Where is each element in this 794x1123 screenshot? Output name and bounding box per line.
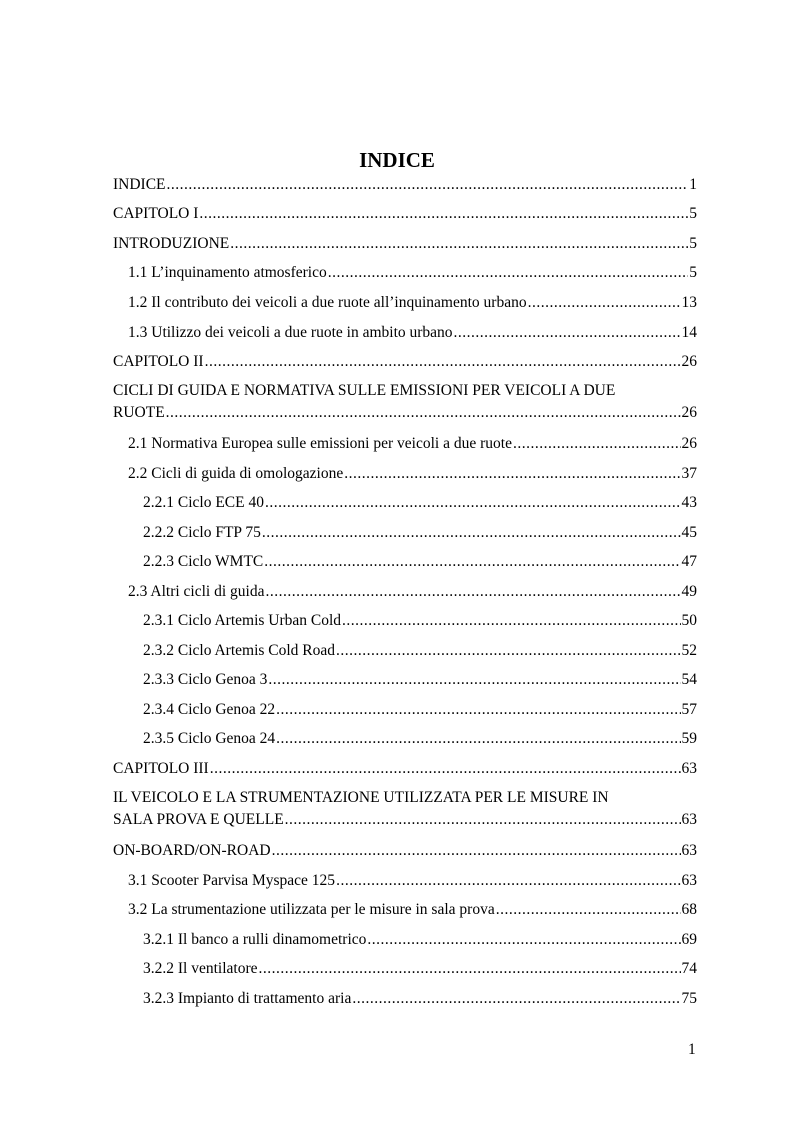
toc-entry-2-1[interactable]	[113, 433, 697, 455]
leader-dots	[265, 581, 680, 603]
toc-entry-page: 5	[689, 235, 697, 252]
leader-dots	[336, 870, 680, 892]
toc-entry-il-veicolo[interactable]	[113, 787, 697, 831]
leader-dots	[230, 233, 688, 255]
toc-entry-2-3-5[interactable]	[113, 728, 697, 750]
toc-entry-3-2[interactable]	[113, 899, 697, 921]
toc-entry-page: 68	[681, 901, 697, 918]
page-number: 1	[688, 1041, 696, 1058]
toc-entry-indice[interactable]	[113, 174, 697, 196]
toc-entry-label: CAPITOLO II	[113, 353, 204, 370]
leader-dots	[528, 292, 681, 314]
leader-dots	[262, 522, 681, 544]
toc-entry-page: 63	[681, 842, 697, 859]
leader-dots	[272, 840, 681, 862]
toc-entry-2-3-1[interactable]	[113, 610, 697, 632]
toc-entry-label: 2.2.2 Ciclo FTP 75	[143, 524, 261, 541]
toc-entry-1-3[interactable]	[113, 322, 697, 344]
toc-entry-2-3[interactable]	[113, 581, 697, 603]
leader-dots	[454, 322, 681, 344]
toc-entry-3-2-2[interactable]	[113, 958, 697, 980]
leader-dots	[336, 640, 680, 662]
toc-entry-page: 50	[681, 612, 697, 629]
toc-entry-page: 54	[681, 671, 697, 688]
toc-entry-label: 3.2 La strumentazione utilizzata per le misure in sala prova	[128, 901, 495, 918]
leader-dots	[342, 610, 680, 632]
toc-entry-label: INTRODUZIONE	[113, 235, 230, 252]
toc-entry-page: 26	[681, 404, 697, 421]
toc-entry-label-line1: CICLI DI GUIDA E NORMATIVA SULLE EMISSIONI PER VEICOLI A DUE	[113, 382, 616, 399]
toc-entry-capitolo-1[interactable]	[113, 203, 697, 225]
leader-dots	[328, 262, 689, 284]
leader-dots	[513, 433, 681, 455]
toc-entry-label: 3.2.1 Il banco a rulli dinamometrico	[143, 931, 367, 948]
toc-entry-page: 59	[681, 730, 697, 747]
toc-entry-label: CAPITOLO I	[113, 205, 199, 222]
toc-entry-2-2-1[interactable]	[113, 492, 697, 514]
toc-entry-cicli-di-guida[interactable]	[113, 380, 697, 424]
toc-entry-2-2-3[interactable]	[113, 551, 697, 573]
toc-entry-label: 2.3.2 Ciclo Artemis Cold Road	[143, 642, 336, 659]
toc-entry-page: 49	[681, 583, 697, 600]
toc-entry-page: 37	[681, 465, 697, 482]
toc-entry-page: 63	[681, 872, 697, 889]
toc-entry-2-3-3[interactable]	[113, 669, 697, 691]
toc-entry-page: 1	[689, 176, 697, 193]
leader-dots	[264, 551, 680, 573]
toc-entry-label: ON-BOARD/ON-ROAD	[113, 842, 271, 859]
leader-dots	[344, 463, 680, 485]
toc-entry-label: 2.3.4 Ciclo Genoa 22	[143, 701, 276, 718]
leader-dots	[276, 728, 680, 750]
toc-entry-page: 14	[681, 324, 697, 341]
toc-entry-2-3-4[interactable]	[113, 699, 697, 721]
toc-entry-label: 2.2 Cicli di guida di omologazione	[128, 465, 344, 482]
toc-entry-label: 2.1 Normativa Europea sulle emissioni per veicoli a due ruote	[128, 435, 512, 452]
toc-entry-page: 26	[681, 435, 697, 452]
toc-entry-2-2-2[interactable]	[113, 522, 697, 544]
toc-entry-label: 1.3 Utilizzo dei veicoli a due ruote in ambito urbano	[128, 324, 453, 341]
toc-entry-3-1[interactable]	[113, 870, 697, 892]
leader-dots	[276, 699, 680, 721]
toc-entry-2-2[interactable]	[113, 463, 697, 485]
toc-entry-label: 3.2.3 Impianto di trattamento aria	[143, 990, 352, 1007]
toc-entry-label: 2.3.3 Ciclo Genoa 3	[143, 671, 268, 688]
leader-dots	[166, 402, 681, 424]
leader-dots	[199, 203, 688, 225]
toc-entry-label: 3.2.2 Il ventilatore	[143, 960, 258, 977]
toc-entry-page: 47	[681, 553, 697, 570]
toc-entry-1-1[interactable]	[113, 262, 697, 284]
toc-entry-label-line1: IL VEICOLO E LA STRUMENTAZIONE UTILIZZATA PER LE MISURE IN	[113, 789, 609, 806]
toc-entry-page: 13	[681, 294, 697, 311]
toc-entry-label: 1.1 L’inquinamento atmosferico	[128, 264, 327, 281]
leader-dots	[167, 174, 689, 196]
leader-dots	[210, 758, 681, 780]
leader-dots	[367, 929, 680, 951]
toc-entry-page: 26	[681, 353, 697, 370]
leader-dots	[285, 809, 681, 831]
leader-dots	[352, 988, 680, 1010]
toc-entry-3-2-1[interactable]	[113, 929, 697, 951]
leader-dots	[265, 492, 681, 514]
toc-entry-1-2[interactable]	[113, 292, 697, 314]
toc-entry-label: INDICE	[113, 176, 166, 193]
toc-entry-page: 57	[681, 701, 697, 718]
toc-entry-label: CAPITOLO III	[113, 760, 209, 777]
toc-entry-label: SALA PROVA E QUELLE	[113, 811, 284, 828]
toc-entry-page: 63	[681, 811, 697, 828]
toc-entry-capitolo-2[interactable]	[113, 351, 697, 373]
toc-entry-page: 69	[681, 931, 697, 948]
toc-entry-page: 74	[681, 960, 697, 977]
toc-entry-label: RUOTE	[113, 404, 165, 421]
toc-entry-page: 52	[681, 642, 697, 659]
toc-entry-page: 5	[689, 264, 697, 281]
leader-dots	[205, 351, 681, 373]
toc-entry-3-2-3[interactable]	[113, 988, 697, 1010]
toc-entry-page: 63	[681, 760, 697, 777]
toc-entry-label: 2.3 Altri cicli di guida	[128, 583, 265, 600]
toc-entry-on-board[interactable]	[113, 840, 697, 862]
toc-entry-label: 1.2 Il contributo dei veicoli a due ruote all’inquinamento urbano	[128, 294, 527, 311]
toc-entry-label: 3.1 Scooter Parvisa Myspace 125	[128, 872, 336, 889]
toc-entry-2-3-2[interactable]	[113, 640, 697, 662]
toc-entry-page: 45	[681, 524, 697, 541]
leader-dots	[496, 899, 681, 921]
toc-entry-capitolo-3[interactable]	[113, 758, 697, 780]
toc-entry-label: 2.2.1 Ciclo ECE 40	[143, 494, 264, 511]
toc-entry-page: 43	[681, 494, 697, 511]
toc-entry-label: 2.2.3 Ciclo WMTC	[143, 553, 264, 570]
leader-dots	[259, 958, 681, 980]
leader-dots	[268, 669, 680, 691]
toc-entry-label: 2.3.1 Ciclo Artemis Urban Cold	[143, 612, 342, 629]
page-title: INDICE	[359, 148, 435, 172]
toc-entry-introduzione[interactable]	[113, 233, 697, 255]
toc-entry-label: 2.3.5 Ciclo Genoa 24	[143, 730, 276, 747]
toc-entry-page: 5	[689, 205, 697, 222]
toc-entry-page: 75	[681, 990, 697, 1007]
